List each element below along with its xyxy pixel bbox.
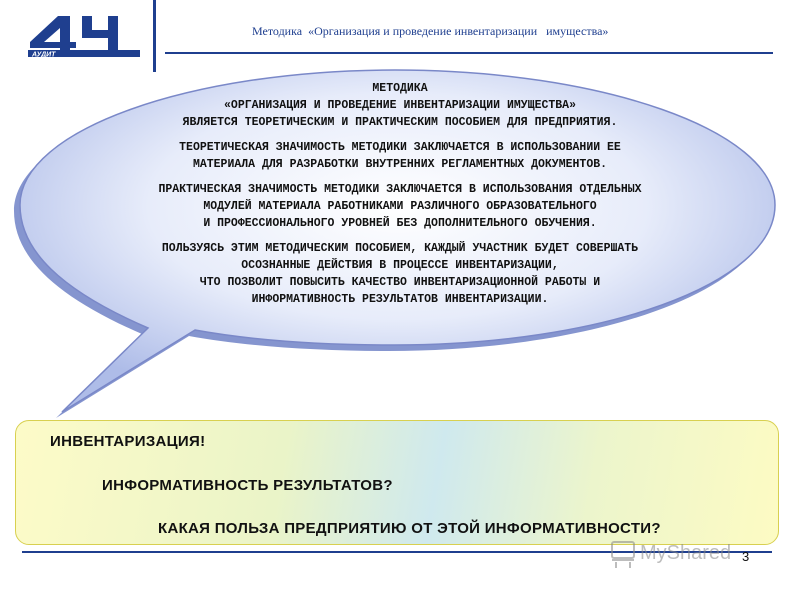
bubble-line: ОСОЗНАННЫЕ ДЕЙСТВИЯ В ПРОЦЕССЕ ИНВЕНТАРИЗАЦИИ,	[241, 259, 559, 272]
bubble-line: ТЕОРЕТИЧЕСКАЯ ЗНАЧИМОСТЬ МЕТОДИКИ ЗАКЛЮЧАЕТСЯ В ИСПОЛЬЗОВАНИИ ЕЕ	[179, 141, 621, 154]
bubble-line: ЧТО ПОЗВОЛИТ ПОВЫСИТЬ КАЧЕСТВО ИНВЕНТАРИЗАЦИОННОЙ РАБОТЫ И	[199, 276, 601, 289]
watermark-text: MyShared	[640, 542, 732, 564]
question-informativeness: ИНФОРМАТИВНОСТЬ РЕЗУЛЬТАТОВ?	[102, 477, 393, 494]
bubble-line: МЕТОДИКА	[372, 82, 428, 95]
page-title: Методика «Организация и проведение инвентаризации имущества»	[252, 24, 609, 38]
bubble-paragraph	[60, 181, 740, 232]
bubble-content	[60, 80, 740, 316]
watermark-logo	[610, 538, 740, 572]
questions-box	[15, 420, 779, 545]
bubble-line: МАТЕРИАЛА ДЛЯ РАЗРАБОТКИ ВНУТРЕННИХ РЕГЛАМЕНТНЫХ ДОКУМЕНТОВ.	[192, 158, 608, 171]
bubble-line: ЯВЛЯЕТСЯ ТЕОРЕТИЧЕСКИМ И ПРАКТИЧЕСКИМ ПОСОБИЕМ ДЛЯ ПРЕДПРИЯТИЯ.	[182, 116, 618, 129]
question-inventory: ИНВЕНТАРИЗАЦИЯ!	[50, 433, 206, 450]
bubble-line: ПОЛЬЗУЯСЬ ЭТИМ МЕТОДИЧЕСКИМ ПОСОБИЕМ, КАЖДЫЙ УЧАСТНИК БУДЕТ СОВЕРШАТЬ	[161, 242, 639, 255]
question-benefit: КАКАЯ ПОЛЬЗА ПРЕДПРИЯТИЮ ОТ ЭТОЙ ИНФОРМАТИВНОСТИ?	[158, 520, 661, 537]
bubble-line: МОДУЛЕЙ МАТЕРИАЛА РАБОТНИКАМИ РАЗЛИЧНОГО ОБРАЗОВАТЕЛЬНОГО	[203, 200, 597, 213]
bubble-line: ИНФОРМАТИВНОСТЬ РЕЗУЛЬТАТОВ ИНВЕНТАРИЗАЦИИ.	[251, 293, 549, 306]
bubble-line: И ПРОФЕССИОНАЛЬНОГО УРОВНЕЙ БЕЗ ДОПОЛНИТЕЛЬНОГО ОБУЧЕНИЯ.	[203, 217, 597, 230]
bubble-paragraph	[60, 139, 740, 173]
logo-subtext: АУДИТ	[32, 51, 56, 58]
bubble-paragraph	[60, 80, 740, 131]
bubble-paragraph	[60, 240, 740, 308]
slide-number: 3	[742, 549, 750, 564]
bubble-line: «ОРГАНИЗАЦИЯ И ПРОВЕДЕНИЕ ИНВЕНТАРИЗАЦИИ ИМУЩЕСТВА»	[224, 99, 576, 112]
bubble-line: ПРАКТИЧЕСКАЯ ЗНАЧИМОСТЬ МЕТОДИКИ ЗАКЛЮЧАЕТСЯ В ИСПОЛЬЗОВАНИЯ ОТДЕЛЬНЫХ	[158, 183, 642, 196]
